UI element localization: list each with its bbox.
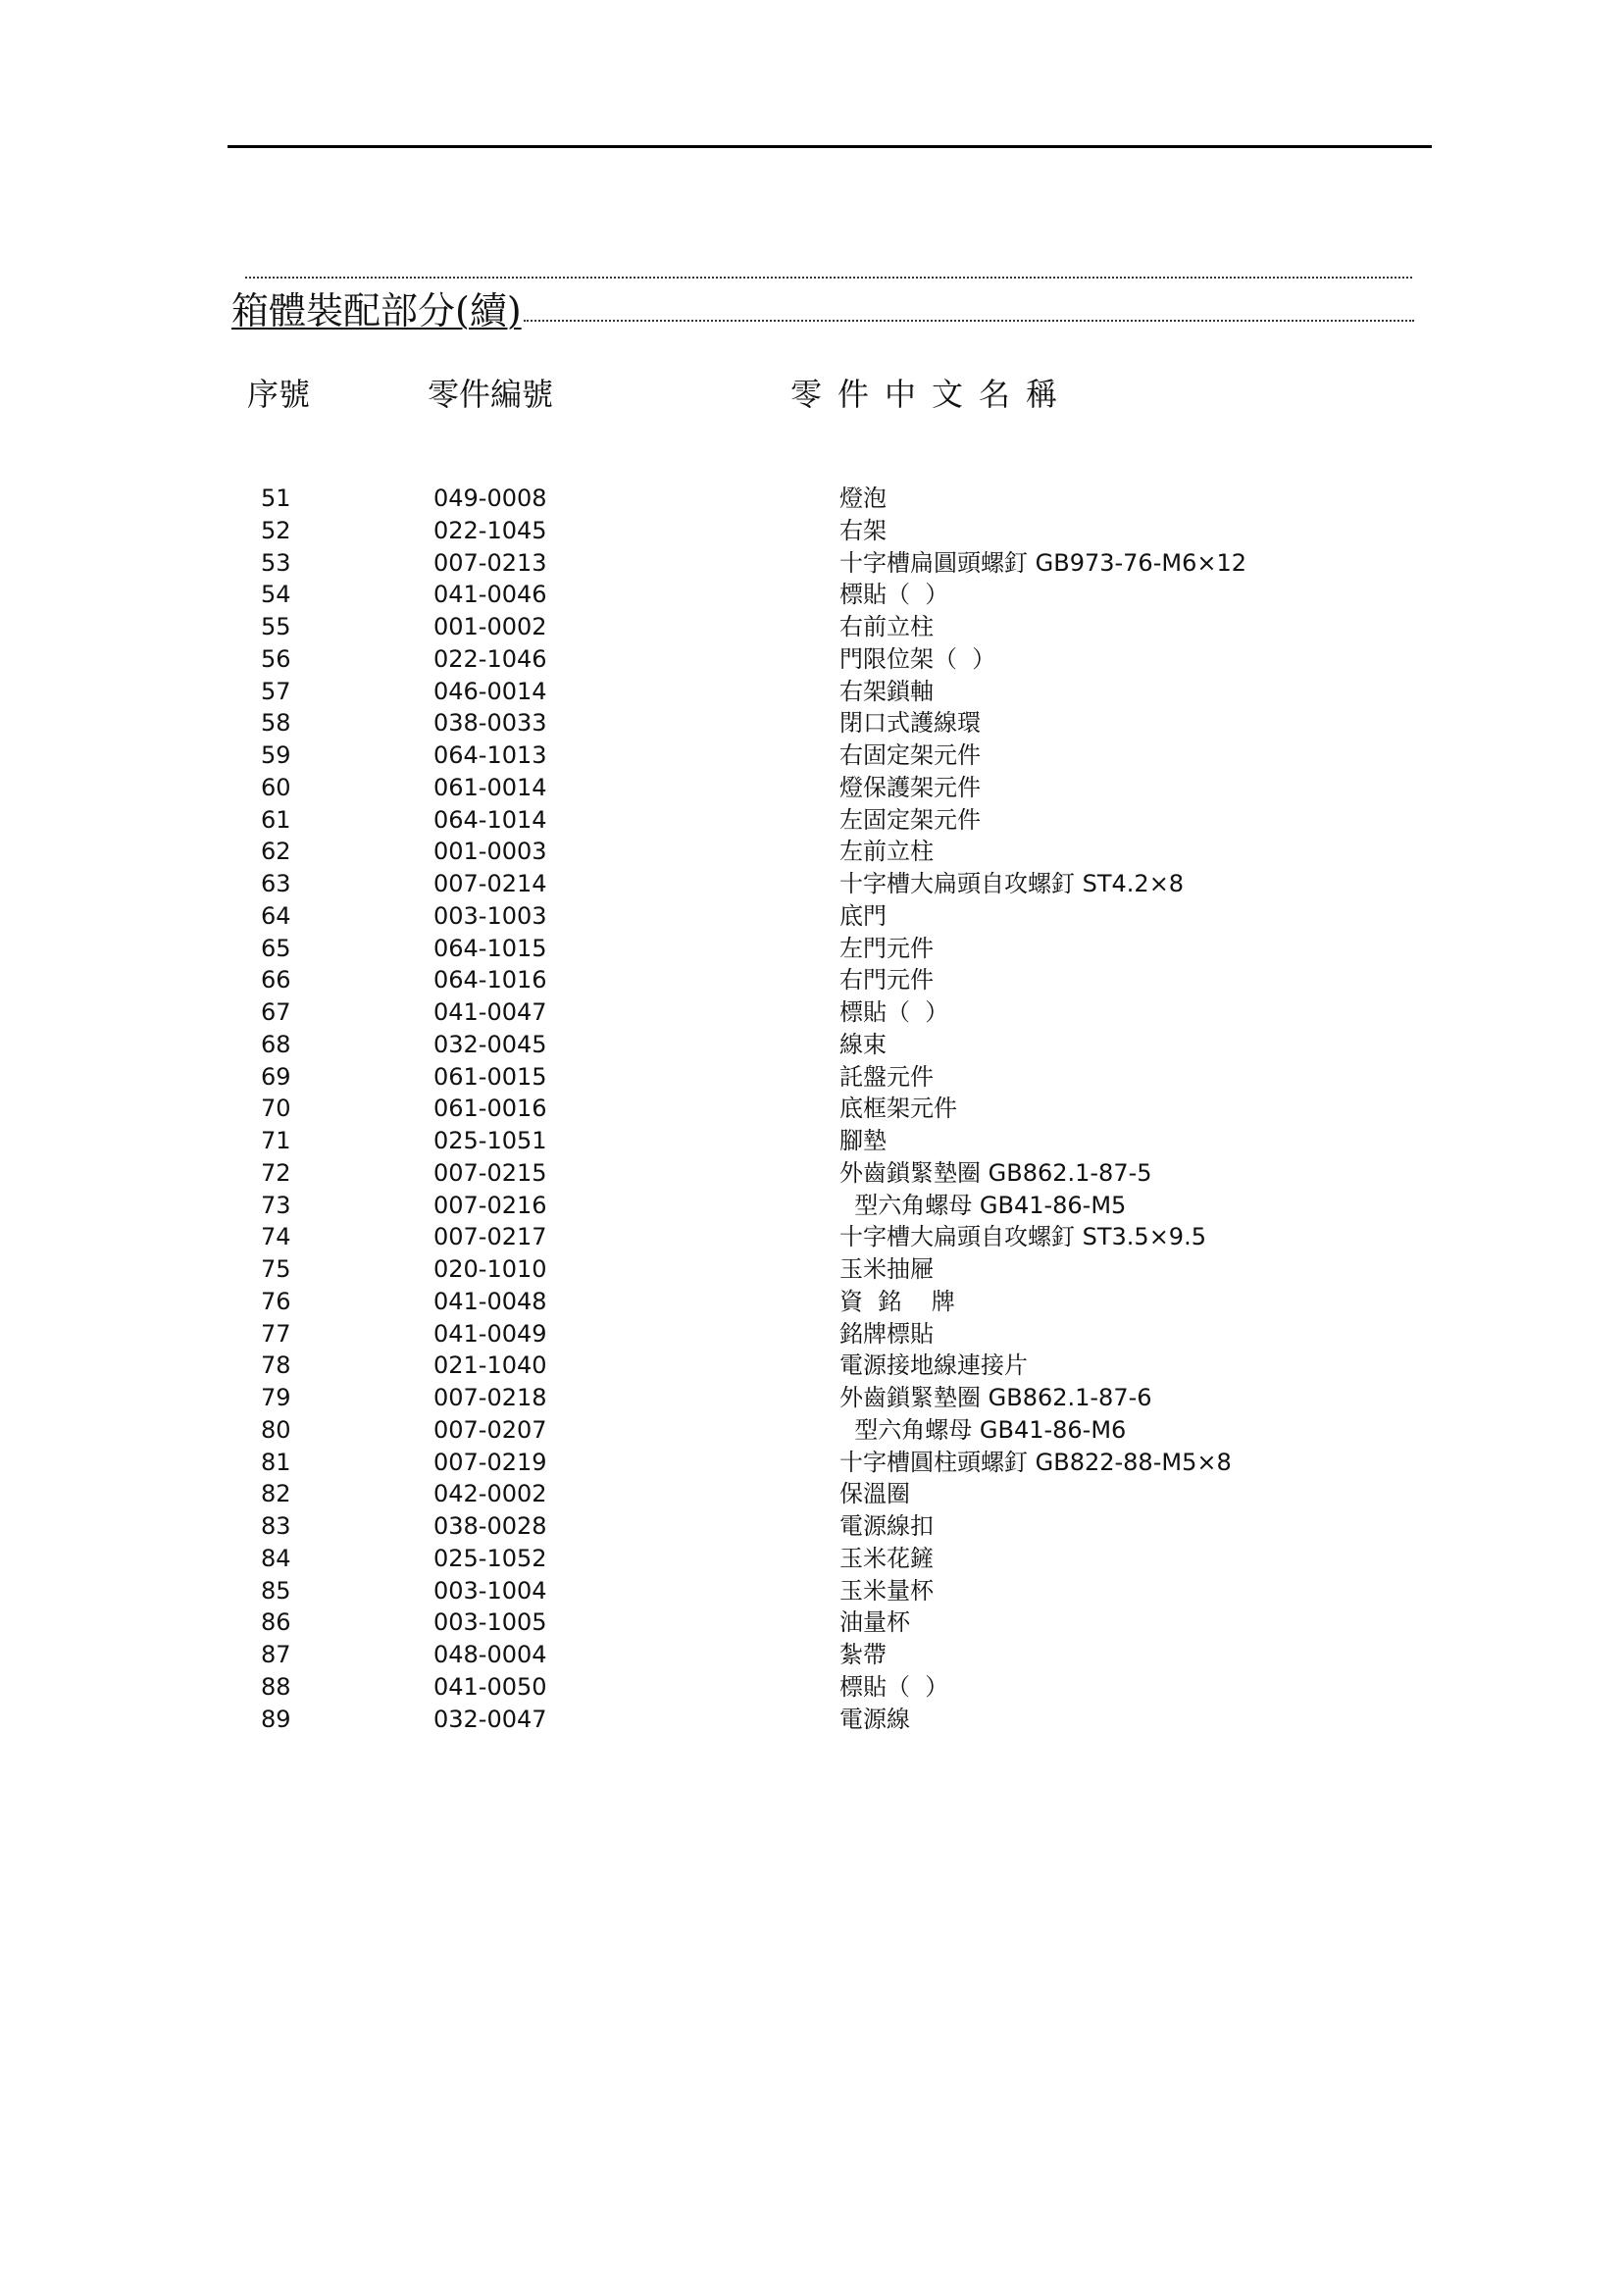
row-part-name: 十字槽扁圓頭螺釘 GB973-76-M6×12 (839, 548, 1246, 577)
row-seq: 74 (261, 1223, 291, 1251)
row-part-no: 007-0219 (433, 1448, 547, 1476)
row-part-no: 041-0050 (433, 1672, 547, 1701)
row-part-name: 底門 (839, 901, 887, 930)
row-part-no: 025-1052 (433, 1544, 547, 1572)
row-part-name: 電源線扣 (839, 1512, 934, 1540)
row-part-no: 049-0008 (433, 484, 547, 512)
row-seq: 87 (261, 1641, 291, 1668)
row-part-no: 064-1014 (433, 805, 547, 834)
row-seq: 85 (261, 1576, 291, 1605)
row-seq: 64 (261, 901, 291, 930)
list-item (0, 1606, 1624, 1639)
row-part-name: 左前立柱 (839, 838, 934, 866)
row-seq: 66 (261, 966, 291, 994)
row-part-name: 左門元件 (839, 934, 934, 962)
row-part-name: 右架鎖軸 (839, 677, 934, 705)
row-seq: 75 (261, 1255, 291, 1283)
row-part-no: 007-0214 (433, 870, 547, 897)
row-part-name: 腳墊 (839, 1127, 887, 1154)
row-part-name: 標貼（ ） (839, 1672, 949, 1701)
row-seq: 52 (261, 516, 291, 544)
row-seq: 70 (261, 1095, 291, 1123)
dotted-leader (524, 320, 1414, 322)
list-item (0, 1510, 1624, 1543)
row-part-no: 064-1015 (433, 934, 547, 962)
row-part-name: 十字槽大扁頭自攻螺釘 ST4.2×8 (839, 870, 1185, 897)
row-part-no: 038-0028 (433, 1512, 547, 1540)
row-seq: 68 (261, 1030, 291, 1058)
row-part-no: 038-0033 (433, 709, 547, 738)
section-title: 箱體裝配部分(續) (231, 289, 522, 332)
row-part-name: 燈泡 (839, 484, 887, 512)
list-item (0, 933, 1624, 965)
row-part-no: 061-0015 (433, 1062, 547, 1091)
row-part-name: 資 銘 牌 (839, 1287, 955, 1315)
list-item (0, 1125, 1624, 1157)
row-seq: 62 (261, 838, 291, 866)
row-seq: 79 (261, 1384, 291, 1411)
list-item (0, 483, 1624, 515)
row-part-name: 玉米抽屜 (839, 1255, 934, 1283)
list-item (0, 804, 1624, 837)
row-seq: 83 (261, 1512, 291, 1540)
row-part-name: 右門元件 (839, 966, 934, 994)
row-part-no: 041-0049 (433, 1319, 547, 1348)
column-header-part-no: 零件編號 (428, 376, 554, 413)
row-seq: 86 (261, 1608, 291, 1637)
row-part-no: 003-1003 (433, 901, 547, 930)
list-item (0, 868, 1624, 900)
row-part-name: 型六角螺母 GB41-86-M6 (839, 1415, 1127, 1444)
row-part-name: 託盤元件 (839, 1062, 934, 1091)
row-part-name: 標貼（ ） (839, 581, 949, 609)
list-item (0, 772, 1624, 804)
row-seq: 89 (261, 1705, 291, 1733)
row-part-no: 032-0047 (433, 1705, 547, 1733)
row-part-name: 玉米花鏟 (839, 1544, 934, 1572)
list-item (0, 739, 1624, 772)
row-part-no: 007-0216 (433, 1191, 547, 1219)
dotted-rule-top (245, 277, 1412, 279)
list-item (0, 1447, 1624, 1479)
list-item (0, 1318, 1624, 1351)
list-item (0, 1253, 1624, 1286)
list-item (0, 900, 1624, 933)
row-seq: 65 (261, 934, 291, 962)
section-heading (231, 284, 1414, 333)
row-part-name: 保溫圈 (839, 1480, 910, 1508)
list-item (0, 1190, 1624, 1222)
row-part-no: 020-1010 (433, 1255, 547, 1283)
row-seq: 72 (261, 1158, 291, 1187)
row-part-no: 001-0003 (433, 838, 547, 866)
list-item (0, 1382, 1624, 1414)
list-item (0, 964, 1624, 996)
row-part-no: 003-1004 (433, 1576, 547, 1605)
row-part-name: 十字槽圓柱頭螺釘 GB822-88-M5×8 (839, 1448, 1232, 1476)
row-part-no: 021-1040 (433, 1351, 547, 1380)
row-seq: 88 (261, 1672, 291, 1701)
row-seq: 53 (261, 548, 291, 577)
list-item (0, 1639, 1624, 1671)
list-item (0, 836, 1624, 868)
row-part-name: 線束 (839, 1030, 887, 1058)
row-seq: 81 (261, 1448, 291, 1476)
row-seq: 71 (261, 1127, 291, 1154)
parts-list (0, 483, 1624, 1735)
row-part-name: 門限位架（ ） (839, 644, 996, 673)
list-item (0, 1478, 1624, 1510)
row-part-no: 022-1045 (433, 516, 547, 544)
row-part-name: 電源線 (839, 1705, 910, 1733)
row-part-no: 007-0215 (433, 1158, 547, 1187)
row-part-name: 銘牌標貼 (839, 1319, 934, 1348)
list-item (0, 1093, 1624, 1125)
list-item (0, 676, 1624, 708)
row-part-no: 001-0002 (433, 613, 547, 640)
list-item (0, 1157, 1624, 1190)
row-part-name: 外齒鎖緊墊圈 GB862.1-87-6 (839, 1384, 1152, 1411)
list-item (0, 547, 1624, 580)
row-seq: 84 (261, 1544, 291, 1572)
row-part-name: 右前立柱 (839, 613, 934, 640)
row-seq: 60 (261, 773, 291, 801)
list-item (0, 1543, 1624, 1575)
row-part-no: 041-0048 (433, 1287, 547, 1315)
row-seq: 78 (261, 1351, 291, 1380)
row-seq: 58 (261, 709, 291, 738)
row-part-name: 底框架元件 (839, 1095, 957, 1123)
list-item (0, 611, 1624, 643)
list-item (0, 1286, 1624, 1318)
list-item (0, 1061, 1624, 1094)
list-item (0, 515, 1624, 547)
row-part-name: 閉口式護線環 (839, 709, 981, 738)
row-part-no: 007-0218 (433, 1384, 547, 1411)
row-part-no: 007-0213 (433, 548, 547, 577)
row-part-no: 048-0004 (433, 1641, 547, 1668)
list-item (0, 1704, 1624, 1736)
header-rule (228, 145, 1432, 148)
row-part-name: 標貼（ ） (839, 998, 949, 1026)
row-seq: 54 (261, 581, 291, 609)
row-part-name: 右架 (839, 516, 887, 544)
list-item (0, 1414, 1624, 1447)
row-part-no: 025-1051 (433, 1127, 547, 1154)
row-seq: 56 (261, 644, 291, 673)
row-part-name: 十字槽大扁頭自攻螺釘 ST3.5×9.5 (839, 1223, 1206, 1251)
row-seq: 51 (261, 484, 291, 512)
row-part-name: 油量杯 (839, 1608, 910, 1637)
row-part-no: 003-1005 (433, 1608, 547, 1637)
row-part-name: 右固定架元件 (839, 741, 981, 769)
row-seq: 55 (261, 613, 291, 640)
row-part-name: 外齒鎖緊墊圈 GB862.1-87-5 (839, 1158, 1152, 1187)
row-seq: 69 (261, 1062, 291, 1091)
row-part-name: 燈保護架元件 (839, 773, 981, 801)
row-part-name: 紮帶 (839, 1641, 887, 1668)
row-part-name: 型六角螺母 GB41-86-M5 (839, 1191, 1127, 1219)
row-seq: 61 (261, 805, 291, 834)
row-part-no: 064-1016 (433, 966, 547, 994)
row-part-no: 064-1013 (433, 741, 547, 769)
list-item (0, 1221, 1624, 1253)
row-part-name: 電源接地線連接片 (839, 1351, 1028, 1380)
row-part-no: 032-0045 (433, 1030, 547, 1058)
row-part-no: 061-0014 (433, 773, 547, 801)
row-part-no: 022-1046 (433, 644, 547, 673)
row-seq: 57 (261, 677, 291, 705)
row-part-no: 007-0217 (433, 1223, 547, 1251)
list-item (0, 996, 1624, 1029)
row-part-no: 061-0016 (433, 1095, 547, 1123)
row-seq: 82 (261, 1480, 291, 1508)
row-part-name: 左固定架元件 (839, 805, 981, 834)
list-item (0, 1350, 1624, 1382)
list-item (0, 1671, 1624, 1704)
row-seq: 80 (261, 1415, 291, 1444)
row-seq: 76 (261, 1287, 291, 1315)
row-part-no: 042-0002 (433, 1480, 547, 1508)
row-part-name: 玉米量杯 (839, 1576, 934, 1605)
list-item (0, 1029, 1624, 1061)
row-seq: 63 (261, 870, 291, 897)
row-part-no: 007-0207 (433, 1415, 547, 1444)
row-seq: 59 (261, 741, 291, 769)
row-seq: 77 (261, 1319, 291, 1348)
row-seq: 67 (261, 998, 291, 1026)
list-item (0, 707, 1624, 739)
row-part-no: 046-0014 (433, 677, 547, 705)
row-seq: 73 (261, 1191, 291, 1219)
row-part-no: 041-0047 (433, 998, 547, 1026)
column-header-seq: 序號 (247, 376, 311, 413)
list-item (0, 579, 1624, 611)
row-part-no: 041-0046 (433, 581, 547, 609)
list-item (0, 1575, 1624, 1607)
column-header-name: 零件中文名稱 (790, 376, 1074, 413)
list-item (0, 643, 1624, 676)
